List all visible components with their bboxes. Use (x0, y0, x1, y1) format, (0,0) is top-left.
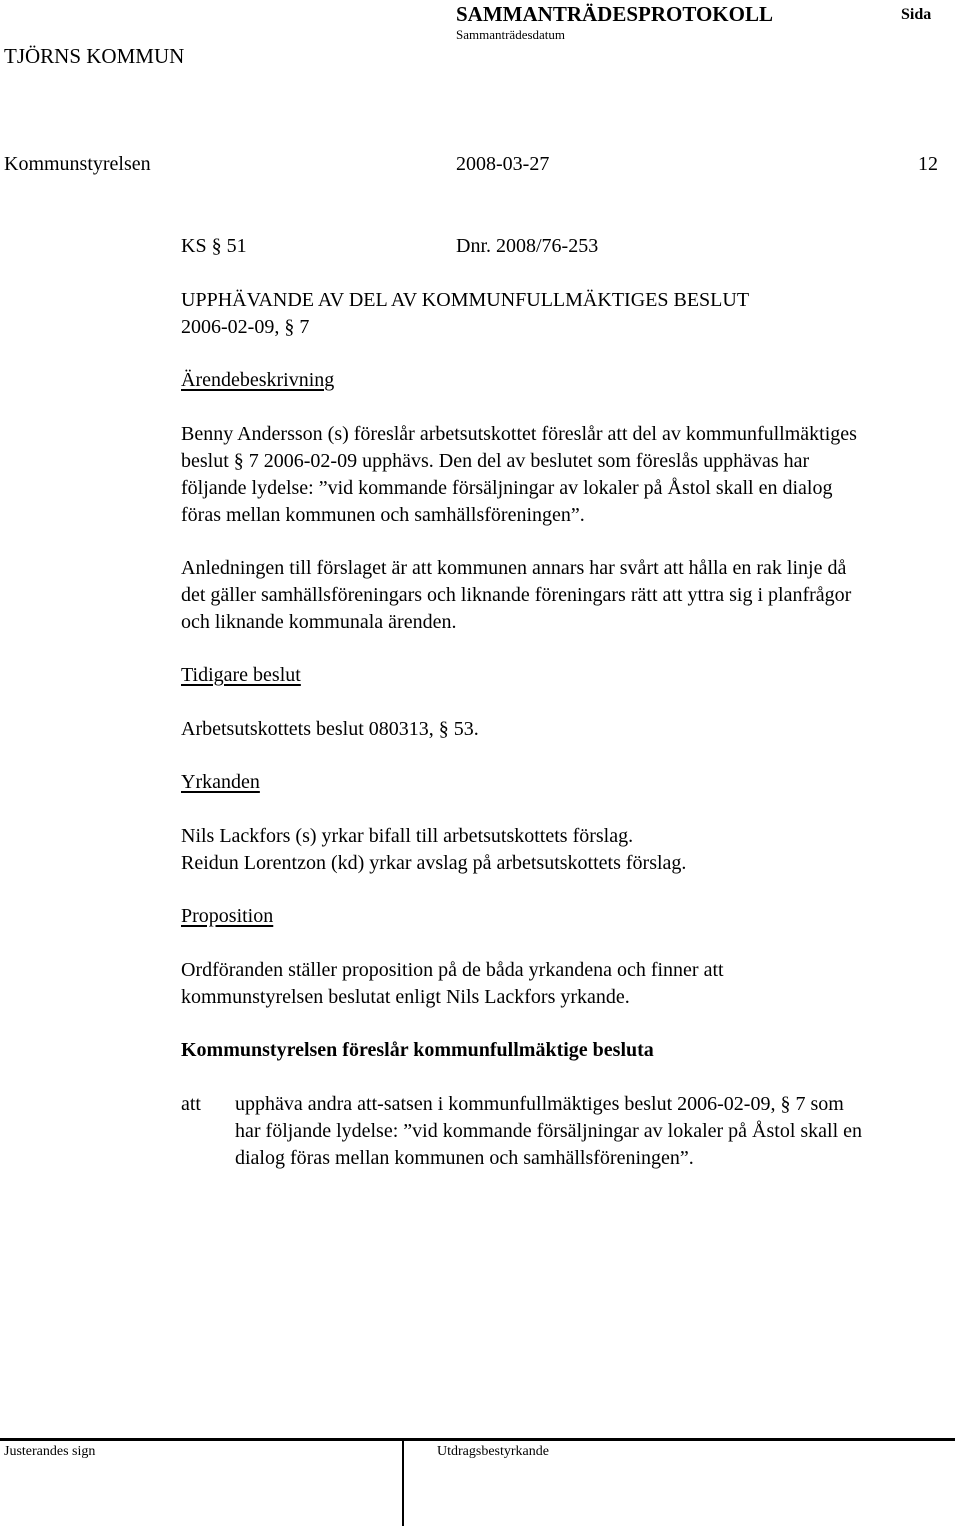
case-heading-line: 2006-02-09, § 7 (181, 316, 310, 338)
reason-paragraph (181, 555, 851, 636)
att-clause-text (235, 1091, 862, 1172)
case-heading-line: UPPHÄVANDE AV DEL AV KOMMUNFULLMÄKTIGES BESLUT (181, 289, 750, 311)
organization-name: TJÖRNS KOMMUN (4, 44, 185, 68)
proposition-text (181, 957, 724, 1011)
proposition-line: kommunstyrelsen beslutat enligt Nils Lackfors yrkande. (181, 986, 630, 1008)
meeting-date: 2008-03-27 (456, 153, 550, 175)
footer-rule (0, 1438, 955, 1441)
section-label-tidigare-beslut: Tidigare beslut (181, 664, 301, 686)
meeting-date-label: Sammanträdesdatum (456, 27, 566, 42)
paragraph-line: föras mellan kommunen och samhällsföreningen”. (181, 504, 585, 526)
motion-line: Reidun Lorentzon (kd) yrkar avslag på arbetsutskottets förslag. (181, 852, 687, 874)
att-clause-line: har följande lydelse: ”vid kommande försäljningar av lokaler på Åstol skall en (235, 1120, 863, 1142)
description-paragraph (181, 421, 857, 529)
committee-name: Kommunstyrelsen (4, 153, 151, 175)
motions-text (181, 823, 686, 877)
case-number: KS § 51 (181, 235, 247, 257)
decision-heading: Kommunstyrelsen föreslår kommunfullmäktige besluta (181, 1039, 654, 1061)
motion-line: Nils Lackfors (s) yrkar bifall till arbetsutskottets förslag. (181, 825, 634, 847)
proposition-line: Ordföranden ställer proposition på de båda yrkandena och finner att (181, 959, 724, 981)
att-clause-marker: att (181, 1093, 201, 1115)
previous-decision-text: Arbetsutskottets beslut 080313, § 53. (181, 718, 479, 740)
diary-number: Dnr. 2008/76-253 (456, 235, 599, 257)
att-clause-line: dialog föras mellan kommunen och samhällsföreningen”. (235, 1147, 694, 1169)
paragraph-line: och liknande kommunala ärenden. (181, 611, 457, 633)
paragraph-line: det gäller samhällsföreningars och liknande föreningars rätt att yttra sig i planfrågor (181, 584, 852, 606)
footer-sign-label: Justerandes sign (4, 1444, 96, 1459)
section-label-yrkanden: Yrkanden (181, 771, 260, 793)
section-label-proposition: Proposition (181, 905, 274, 927)
paragraph-line: följande lydelse: ”vid kommande försäljningar av lokaler på Åstol skall en dialog (181, 477, 833, 499)
page-number: 12 (918, 153, 938, 175)
document-title: SAMMANTRÄDESPROTOKOLL (456, 2, 773, 26)
page-label: Sida (901, 6, 932, 23)
footer-divider (402, 1438, 404, 1526)
paragraph-line: Anledningen till förslaget är att kommunen annars har svårt att hålla en rak linje då (181, 557, 847, 579)
att-clause-line: upphäva andra att-satsen i kommunfullmäktiges beslut 2006-02-09, § 7 som (235, 1093, 844, 1115)
paragraph-line: Benny Andersson (s) föreslår arbetsutskottet föreslår att del av kommunfullmäktiges (181, 423, 857, 445)
case-heading (181, 287, 941, 341)
footer-extract-label: Utdragsbestyrkande (437, 1444, 549, 1459)
section-label-arendebeskrivning: Ärendebeskrivning (181, 369, 335, 391)
paragraph-line: beslut § 7 2006-02-09 upphävs. Den del av beslutet som föreslås upphävas har (181, 450, 810, 472)
